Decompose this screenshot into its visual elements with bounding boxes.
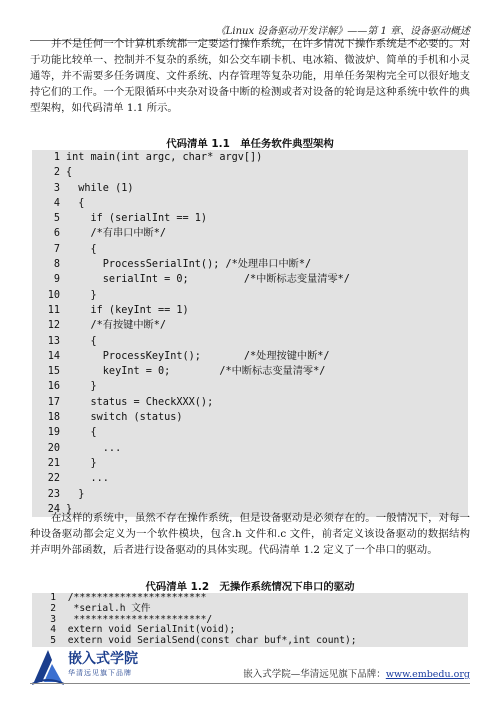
code-line: [32, 379, 468, 394]
code-text: }: [66, 381, 97, 393]
code-text: extern void SerialInit(void);: [62, 624, 236, 636]
line-number: 4: [53, 197, 60, 209]
code-text: {: [66, 243, 97, 255]
code-line: [32, 487, 468, 502]
code-text: }: [66, 289, 97, 301]
driver-paragraph: 在这样的系统中，虽然不存在操作系统，但是设备驱动是必须存在的。一般情况下，对每一种设备驱动都会定义为一个软件模块，包含.h 文件和.c 文件，前者定义该设备驱动的数据结构并声明外部函数，后者进行设备驱动的具体实现。代码清单 1.2 定义了一个串口的驱动。: [30, 512, 470, 556]
code-line: [32, 456, 468, 471]
page-footer: [200, 666, 470, 680]
line-number: 5: [50, 635, 56, 647]
code-line: [32, 441, 468, 456]
line-number: 3: [53, 182, 60, 194]
code-text: ProcessKeyInt(); /*处理按键中断*/: [66, 350, 330, 362]
code-text: *serial.h 文件: [62, 602, 151, 614]
line-number: 15: [47, 366, 60, 378]
line-number: 23: [47, 488, 60, 500]
line-number: 20: [47, 442, 60, 454]
line-number: 17: [47, 396, 60, 408]
code-line: [32, 165, 468, 180]
line-number: 13: [47, 335, 60, 347]
code-line: [32, 257, 468, 272]
code-listing-2: [32, 593, 468, 647]
line-number: 22: [47, 473, 60, 485]
logo-subtitle: 华清远见旗下品牌: [68, 669, 132, 677]
code-text: keyInt = 0; /*中断标志变量清零*/: [66, 366, 326, 378]
code-text: serialInt = 0; /*中断标志变量清零*/: [66, 274, 350, 286]
code-line: [32, 364, 468, 379]
code-text: }: [66, 503, 73, 515]
footer-url-link[interactable]: www.embedu.org: [385, 669, 470, 680]
line-number: 9: [53, 274, 60, 286]
code-text: {: [66, 167, 73, 179]
code-text: ...: [66, 442, 122, 454]
footer-text: 嵌入式学院—华清远见旗下品牌：: [243, 669, 386, 680]
code-text: switch (status): [66, 412, 183, 424]
listing-1-caption: 代码清单 1.1 单任务软件典型架构: [166, 138, 334, 150]
code-line: [32, 410, 468, 425]
intro-paragraph: 并不是任何一个计算机系统都一定要运行操作系统，在许多情况下操作系统是不必要的。对于功能比较单一、控制并不复杂的系统，如公交车刷卡机、电冰箱、微波炉、简单的手机和小灵通等，并不需要多任务调度、文件系统、内存管理等复杂功能，用单任务架构完全可以很好地支持它们的工作。一个无限循环中夹杂对设备中断的检测或者对设备的轮询是这种系统中软件的典型架构，如代码清单 1.1 所示。: [30, 38, 470, 114]
line-number: 1: [50, 592, 56, 603]
line-number: 8: [53, 259, 60, 271]
code-text: ***********************/: [62, 613, 213, 625]
code-text: /***********************: [62, 592, 207, 603]
code-line: [32, 303, 468, 318]
code-text: {: [66, 197, 85, 209]
code-line: [32, 395, 468, 410]
line-number: 4: [50, 624, 56, 636]
code-line: [32, 211, 468, 226]
code-line: [32, 349, 468, 364]
logo-mark-icon: [30, 646, 66, 686]
code-line: [32, 334, 468, 349]
footer-rule: [30, 683, 470, 684]
line-number: 24: [47, 503, 60, 515]
line-number: 16: [47, 381, 60, 393]
code-text: while (1): [66, 182, 134, 194]
code-text: /*有串口中断*/: [66, 228, 167, 240]
code-text: extern void SerialSend(const char buf*,int count);: [62, 635, 357, 647]
code-text: }: [66, 457, 97, 469]
code-line: [32, 318, 468, 333]
code-text: ...: [66, 473, 109, 485]
code-line: [32, 288, 468, 303]
line-number: 14: [47, 350, 60, 362]
code-text: {: [66, 335, 97, 347]
line-number: 18: [47, 412, 60, 424]
code-text: int main(int argc, char* argv[]): [66, 152, 263, 163]
line-number: 19: [47, 427, 60, 439]
code-text: ProcessSerialInt(); /*处理串口中断*/: [66, 259, 312, 271]
line-number: 7: [53, 243, 60, 255]
line-number: 1: [53, 152, 60, 163]
code-line: [32, 272, 468, 287]
code-text: {: [66, 427, 97, 439]
logo-title: 嵌入式学院: [68, 651, 138, 667]
line-number: 10: [47, 289, 60, 301]
code-line: [32, 425, 468, 440]
embedu-logo: [30, 646, 175, 692]
line-number: 11: [47, 304, 60, 316]
code-text: /*有按键中断*/: [66, 320, 167, 332]
code-text: }: [66, 488, 85, 500]
code-line: [32, 181, 468, 196]
code-text: status = CheckXXX();: [66, 396, 214, 408]
code-line: [32, 604, 468, 615]
code-text: if (serialInt == 1): [66, 213, 208, 225]
line-number: 5: [53, 213, 60, 225]
code-text: if (keyInt == 1): [66, 304, 189, 316]
code-line: [32, 196, 468, 211]
line-number: 2: [53, 167, 60, 179]
line-number: 12: [47, 320, 60, 332]
code-line: [32, 150, 468, 165]
listing-2-caption: 代码清单 1.2 无操作系统情况下串口的驱动: [145, 581, 355, 593]
code-line: [32, 242, 468, 257]
code-line: [32, 471, 468, 486]
line-number: 3: [50, 613, 56, 625]
running-header: 《Linux 设备驱动开发详解》——第 1 章、设备驱动概述: [30, 22, 470, 41]
line-number: 6: [53, 228, 60, 240]
line-number: 2: [50, 602, 56, 614]
line-number: 21: [47, 457, 60, 469]
code-line: [32, 226, 468, 241]
code-listing-1: [32, 150, 468, 517]
